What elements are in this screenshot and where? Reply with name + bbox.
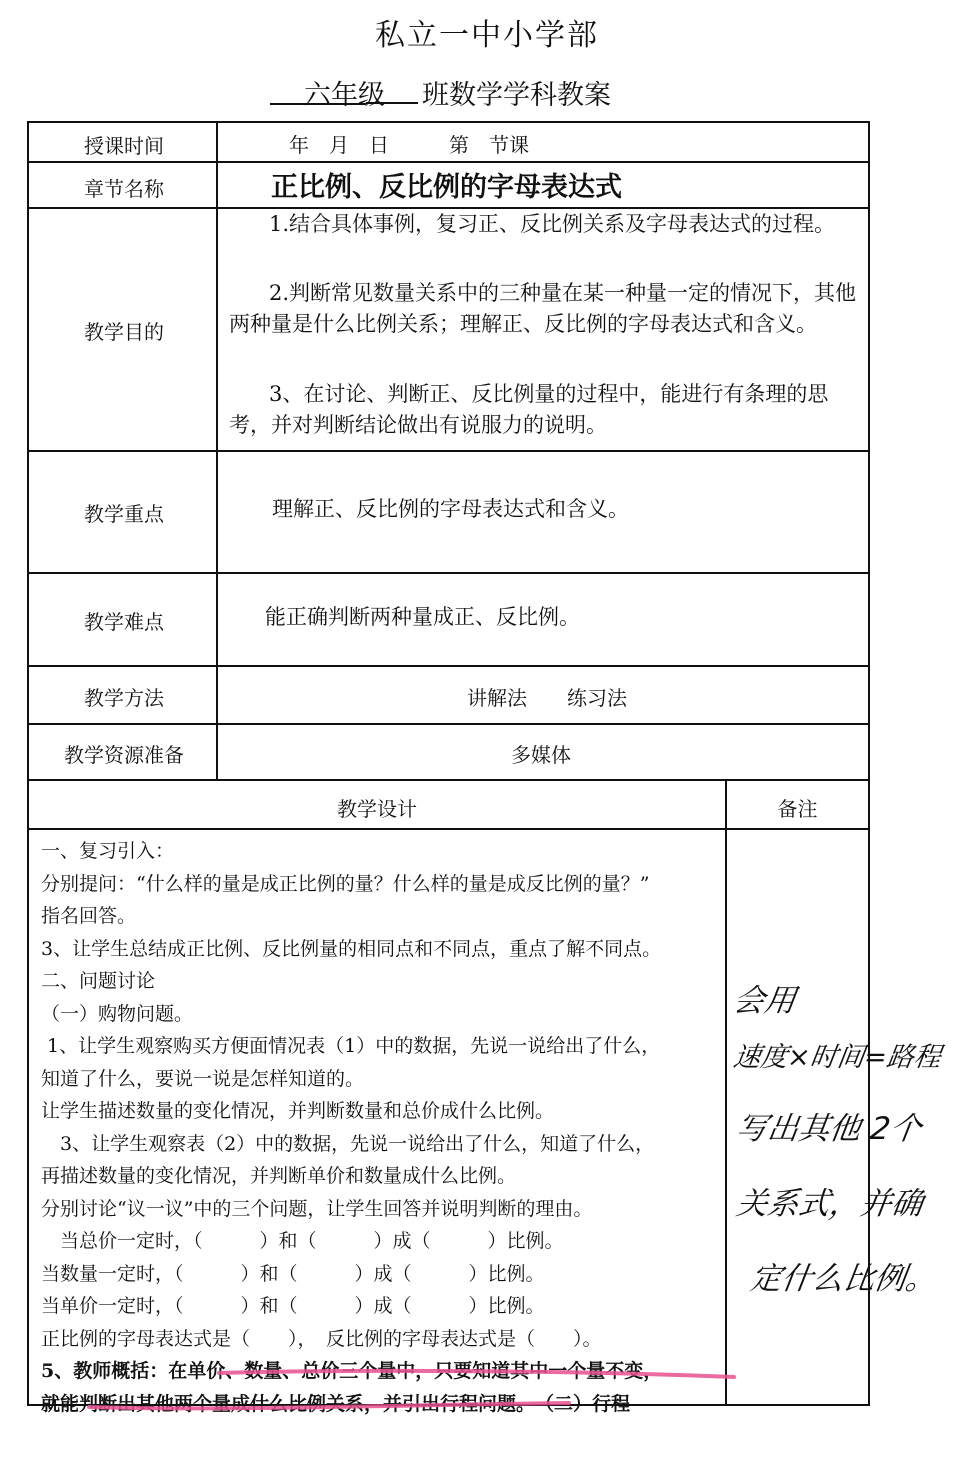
design-line: 再描述数量的变化情况，并判断单价和数量成什么比例。 [41, 1165, 517, 1187]
handwritten-note: 关系式，并确 [733, 1186, 926, 1222]
time-value: 年 月 日 第 节课 [289, 133, 529, 157]
design-line: 知道了什么，要说一说是怎样知道的。 [41, 1067, 365, 1090]
resource-label: 教学资源准备 [64, 743, 184, 767]
design-line: 分别提问：“什么样的量是成正比例的量？什么样的量是成反比例的量？” [41, 872, 650, 895]
grade-field [270, 73, 385, 111]
class-blank [366, 72, 418, 104]
design-line: 分别讨论“议一议”中的三个问题，让学生回答并说明判断的理由。 [41, 1197, 593, 1220]
handwritten-note: 定什么比例。 [747, 1261, 940, 1297]
grade-value: 六年级 [304, 80, 385, 111]
title-suffix: 班数学学科教案 [422, 80, 611, 111]
key-value: 理解正、反比例的字母表达式和含义。 [272, 497, 629, 521]
key-label: 教学重点 [84, 502, 164, 526]
design-line: 一、复习引入： [41, 840, 175, 862]
time-label: 授课时间 [84, 134, 164, 158]
design-header: 教学设计 [337, 797, 417, 821]
goal-2: 2.判断常见数量关系中的三种量在某一种量一定的情况下，其他两种量是什么比例关系；理解正、反比例的字母表达式和含义。 [229, 281, 857, 336]
design-line: 3、让学生观察表（2）中的数据，先说一说给出了什么，知道了什么， [41, 1132, 655, 1155]
difficulty-label: 教学难点 [84, 610, 164, 634]
design-line: 二、问题讨论 [41, 970, 156, 992]
highlight-marks [69, 1351, 749, 1421]
goal-1: 1.结合具体事例，复习正、反比例关系及字母表达式的过程。 [269, 212, 836, 236]
design-line: 让学生描述数量的变化情况，并判断数量和总价成什么比例。 [41, 1100, 555, 1122]
design-line: 当数量一定时，（ ）和（ ）成（ ）比例。 [41, 1262, 545, 1285]
lesson-plan-table [27, 121, 944, 1415]
design-line: 1、让学生观察购买方便面情况表（1）中的数据，先说一说给出了什么， [41, 1035, 661, 1057]
page-title [270, 72, 611, 112]
handwritten-note: 写出其他 2个 [733, 1111, 924, 1147]
school-name: 私立一中小学部 [375, 18, 599, 53]
resource-value: 多媒体 [511, 743, 571, 767]
handwritten-note: 会用 [730, 983, 799, 1019]
design-line: 3、让学生总结成正比例、反比例量的相同点和不同点，重点了解不同点。 [41, 937, 662, 960]
handwritten-note: 速度×时间=路程 [731, 1042, 944, 1073]
design-body [41, 835, 731, 1420]
design-line: 当单价一定时，（ ）和（ ）成（ ）比例。 [41, 1295, 545, 1317]
design-line: 正比例的字母表达式是（ ）， 反比例的字母表达式是（ ）。 [41, 1327, 602, 1350]
goal-label: 教学目的 [84, 320, 164, 344]
difficulty-value: 能正确判断两种量成正、反比例。 [265, 605, 580, 629]
method-value: 讲解法 练习法 [467, 686, 627, 710]
goal-3: 3、在讨论、判断正、反比例量的过程中，能进行有条理的思考，并对判断结论做出有说服力的说明。 [229, 382, 829, 437]
chapter-value: 正比例、反比例的字母表达式 [271, 172, 622, 203]
method-label: 教学方法 [84, 686, 164, 710]
chapter-label: 章节名称 [84, 177, 164, 201]
design-line: 指名回答。 [41, 905, 137, 927]
design-line: 当总价一定时，（ ）和（ ）成（ ）比例。 [41, 1230, 564, 1252]
design-line-summary: 就能判断出其他两个量成什么比例关系，并引出行程问题。 （二）行程 [41, 1392, 631, 1415]
design-line: （一）购物问题。 [41, 1002, 194, 1025]
design-line-summary: 5、教师概括：在单价、数量、总价三个量中，只要知道其中一个量不变， [41, 1360, 663, 1382]
notes-header: 备注 [777, 797, 818, 821]
